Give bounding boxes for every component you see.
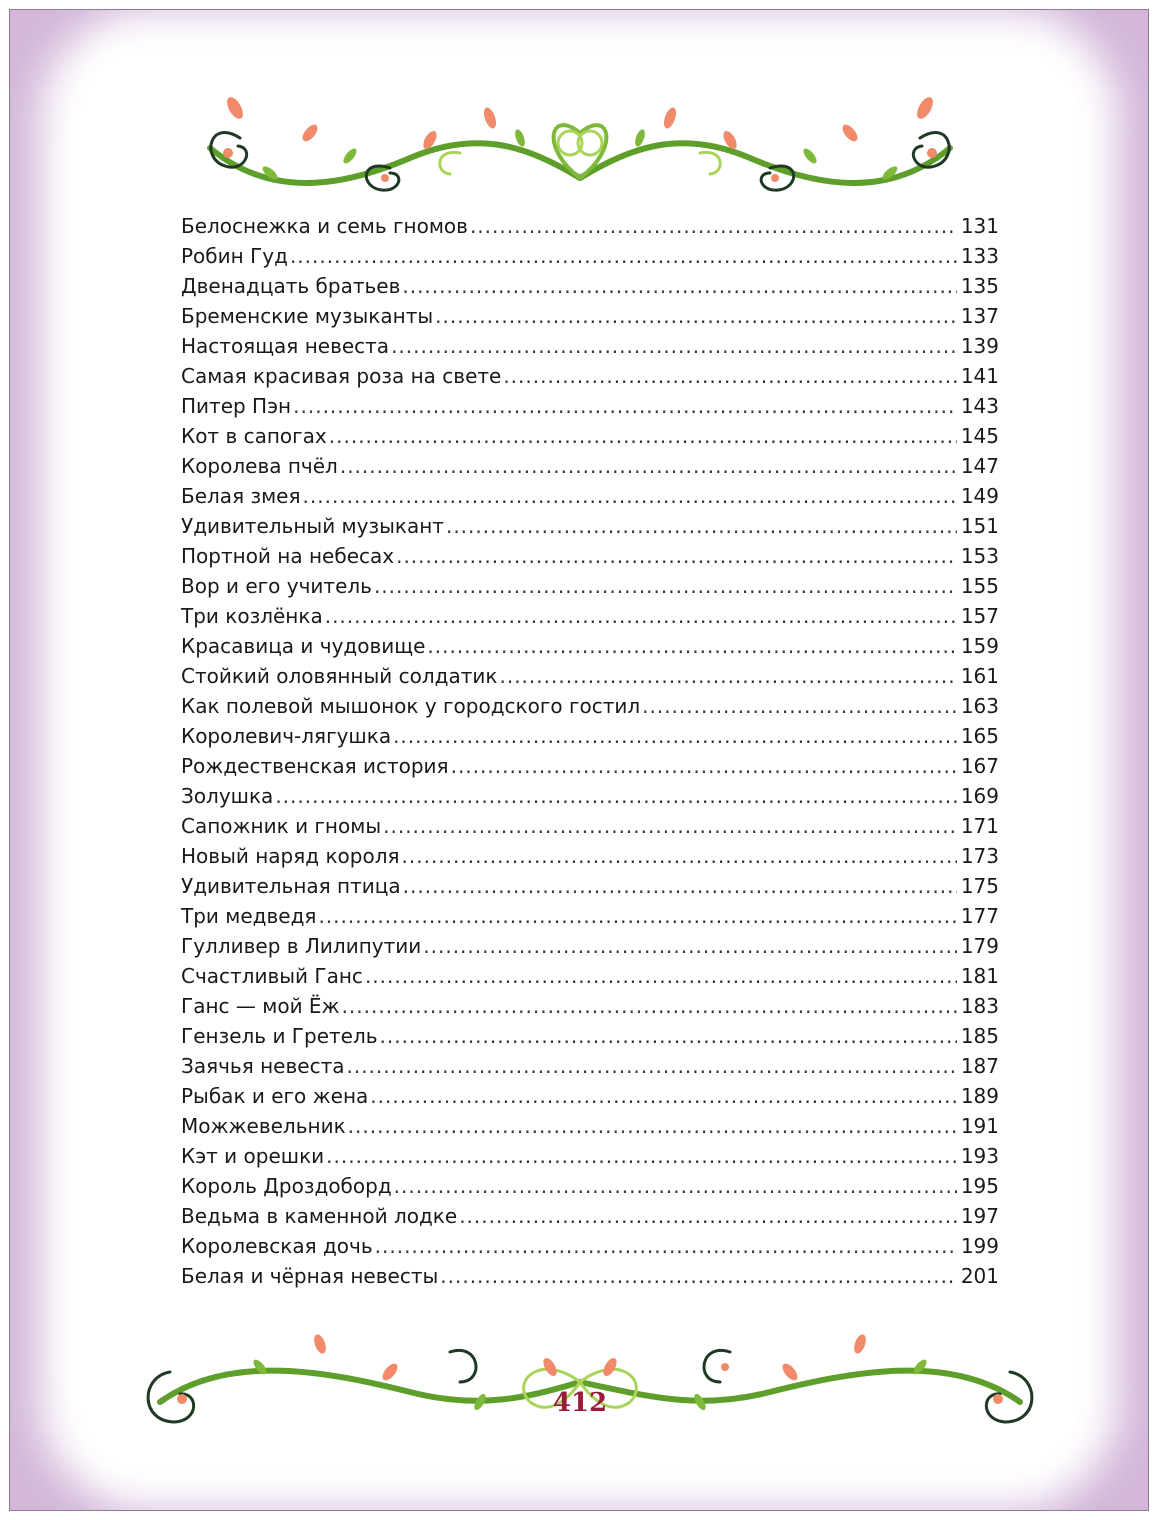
toc-entry [181,301,999,331]
toc-leader-dots [326,1141,957,1171]
toc-entry-title: Счастливый Ганс [181,964,363,988]
toc-leader-dots [427,631,956,661]
toc-entry-page: 199 [960,1234,999,1258]
toc-leader-dots [403,871,957,901]
toc-leader-dots [435,301,957,331]
toc-leader-dots [394,1171,957,1201]
toc-leader-dots [290,241,957,271]
toc-entry-title: Гензель и Гретель [181,1024,378,1048]
toc-entry-page: 133 [960,244,999,268]
toc-leader-dots [470,211,957,241]
toc-entry-title: Заячья невеста [181,1054,345,1078]
toc-entry-title: Белая змея [181,484,301,508]
toc-entry-title: Новый наряд короля [181,844,400,868]
toc-entry [181,571,999,601]
toc-entry-title: Сапожник и гномы [181,814,382,838]
toc-leader-dots [346,1051,956,1081]
toc-entry-page: 175 [960,874,999,898]
toc-entry-page: 163 [960,694,999,718]
toc-entry-page: 143 [960,394,999,418]
toc-leader-dots [423,931,957,961]
toc-entry-title: Гулливер в Лилипутии [181,934,422,958]
toc-leader-dots [365,961,957,991]
toc-entry-page: 171 [960,814,999,838]
toc-entry-title: Стойкий оловянный солдатик [181,664,498,688]
toc-entry-page: 141 [960,364,999,388]
toc-entry-page: 187 [960,1054,999,1078]
toc-entry [181,541,999,571]
toc-entry [181,1051,999,1081]
toc-leader-dots [303,481,957,511]
toc-leader-dots [391,331,957,361]
toc-entry [181,1231,999,1261]
toc-entry [181,1171,999,1201]
toc-entry-title: Король Дроздоборд [181,1174,392,1198]
toc-entry-page: 167 [960,754,999,778]
toc-entry-title: Рождественская история [181,754,449,778]
toc-entry [181,1201,999,1231]
toc-entry [181,961,999,991]
table-of-contents [181,211,999,1291]
toc-entry-title: Удивительный музыкант [181,514,444,538]
toc-entry [181,841,999,871]
toc-leader-dots [318,901,956,931]
toc-leader-dots [375,1231,957,1261]
toc-entry [181,241,999,271]
toc-leader-dots [293,391,957,421]
toc-entry [181,361,999,391]
toc-entry-title: Питер Пэн [181,394,292,418]
toc-leader-dots [374,571,957,601]
toc-entry [181,871,999,901]
toc-entry-title: Ганс — мой Ёж [181,994,340,1018]
toc-leader-dots [393,721,957,751]
toc-entry-title: Портной на небесах [181,544,395,568]
toc-entry [181,661,999,691]
toc-entry [181,991,999,1021]
toc-entry [181,1021,999,1051]
toc-entry [181,1111,999,1141]
toc-entry-page: 185 [960,1024,999,1048]
toc-entry-page: 197 [960,1204,999,1228]
page-number: 412 [552,1388,608,1418]
toc-entry-title: Самая красивая роза на свете [181,364,502,388]
toc-entry-page: 157 [960,604,999,628]
book-page [9,9,1149,1511]
toc-leader-dots [329,421,957,451]
toc-leader-dots [499,661,956,691]
toc-entry-title: Королевская дочь [181,1234,373,1258]
toc-leader-dots [503,361,956,391]
vine-ornament-top-icon [10,78,1149,208]
toc-entry-title: Как полевой мышонок у городского гостил [181,694,641,718]
toc-entry-page: 195 [960,1174,999,1198]
toc-entry-page: 193 [960,1144,999,1168]
toc-entry-page: 155 [960,574,999,598]
toc-leader-dots [275,781,956,811]
toc-entry [181,691,999,721]
toc-entry [181,721,999,751]
toc-entry-title: Кот в сапогах [181,424,327,448]
toc-leader-dots [342,991,957,1021]
toc-entry-title: Золушка [181,784,274,808]
toc-entry [181,331,999,361]
toc-entry [181,601,999,631]
toc-entry [181,391,999,421]
toc-entry [181,1261,999,1291]
toc-entry-title: Рыбак и его жена [181,1084,369,1108]
toc-entry-page: 161 [960,664,999,688]
toc-entry [181,271,999,301]
toc-entry-title: Белая и чёрная невесты [181,1264,439,1288]
toc-entry-title: Кэт и орешки [181,1144,325,1168]
toc-leader-dots [348,1111,957,1141]
toc-entry [181,481,999,511]
toc-entry-title: Настоящая невеста [181,334,390,358]
toc-entry-title: Красавица и чудовище [181,634,426,658]
toc-entry [181,751,999,781]
toc-entry [181,901,999,931]
toc-entry-page: 149 [960,484,999,508]
toc-entry [181,1081,999,1111]
toc-leader-dots [446,511,957,541]
toc-leader-dots [325,601,957,631]
toc-entry-page: 135 [960,274,999,298]
toc-entry-page: 179 [960,934,999,958]
toc-entry-title: Три медведя [181,904,317,928]
toc-entry-page: 139 [960,334,999,358]
toc-entry [181,451,999,481]
toc-entry-title: Королева пчёл [181,454,338,478]
toc-entry [181,1141,999,1171]
toc-leader-dots [383,811,957,841]
toc-leader-dots [396,541,957,571]
toc-leader-dots [459,1201,957,1231]
toc-leader-dots [402,271,956,301]
toc-entry-title: Белоснежка и семь гномов [181,214,468,238]
toc-entry-title: Можжевельник [181,1114,346,1138]
toc-entry [181,211,999,241]
toc-entry-title: Бременские музыканты [181,304,434,328]
toc-entry-title: Три козлёнка [181,604,323,628]
toc-entry-title: Робин Гуд [181,244,288,268]
toc-leader-dots [440,1261,957,1291]
toc-entry-page: 189 [960,1084,999,1108]
toc-entry-page: 147 [960,454,999,478]
toc-entry-page: 131 [960,214,999,238]
toc-entry-title: Двенадцать братьев [181,274,401,298]
toc-entry-title: Удивительная птица [181,874,401,898]
toc-entry-page: 151 [960,514,999,538]
toc-entry-title: Вор и его учитель [181,574,372,598]
toc-leader-dots [402,841,957,871]
toc-leader-dots [370,1081,957,1111]
toc-entry [181,631,999,661]
toc-entry-page: 173 [960,844,999,868]
toc-entry-page: 153 [960,544,999,568]
toc-entry-page: 169 [960,784,999,808]
toc-entry-page: 177 [960,904,999,928]
toc-entry [181,781,999,811]
toc-entry-page: 181 [960,964,999,988]
toc-leader-dots [451,751,957,781]
toc-entry-title: Королевич-лягушка [181,724,392,748]
toc-entry [181,421,999,451]
toc-entry-page: 137 [960,304,999,328]
toc-entry-title: Ведьма в каменной лодке [181,1204,458,1228]
toc-entry [181,811,999,841]
toc-entry [181,511,999,541]
bottom-ornament-icon [10,1322,1149,1452]
toc-entry-page: 191 [960,1114,999,1138]
toc-leader-dots [380,1021,957,1051]
toc-leader-dots [340,451,957,481]
toc-entry [181,931,999,961]
toc-entry-page: 201 [960,1264,999,1288]
toc-leader-dots [642,691,957,721]
toc-entry-page: 145 [960,424,999,448]
toc-entry-page: 159 [960,634,999,658]
toc-entry-page: 183 [960,994,999,1018]
toc-entry-page: 165 [960,724,999,748]
